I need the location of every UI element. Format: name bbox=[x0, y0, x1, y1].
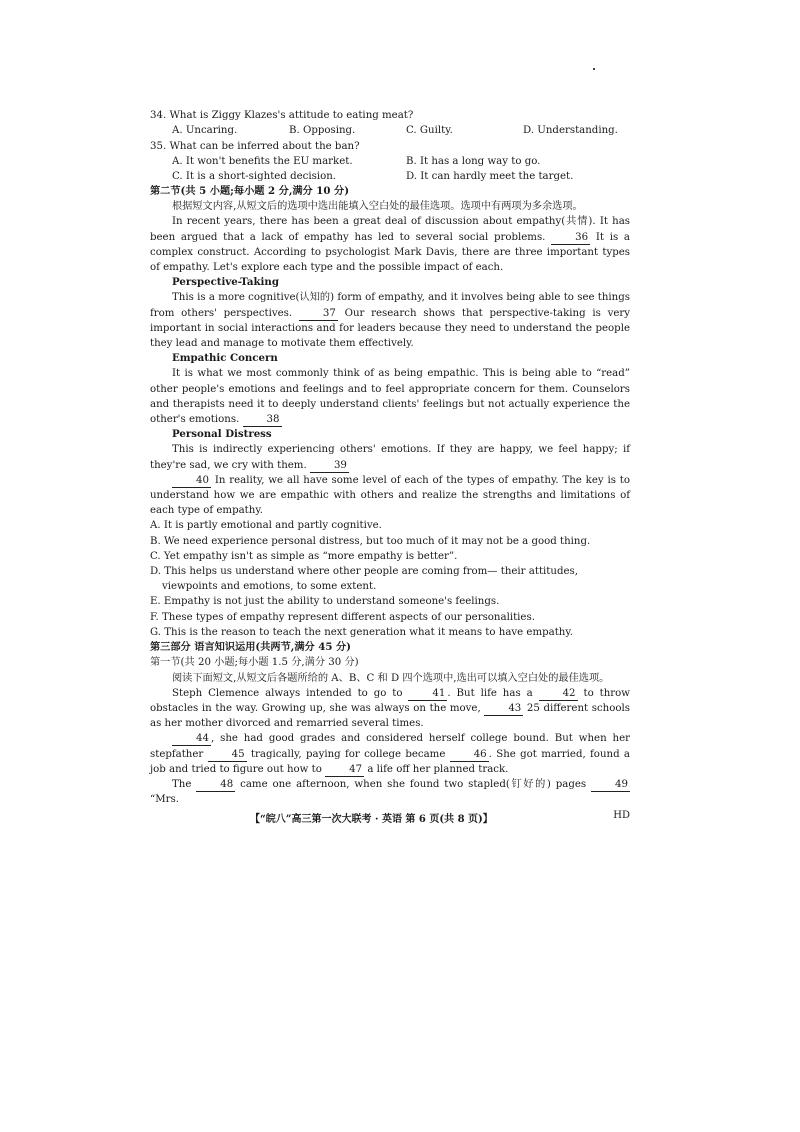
passage-paragraph-5 bbox=[150, 473, 630, 519]
text: The bbox=[172, 778, 192, 790]
text: “Mrs. bbox=[150, 794, 179, 806]
subheading-perspective-taking: Perspective-Taking bbox=[172, 276, 279, 289]
option-row bbox=[150, 123, 630, 138]
option-a[interactable]: A. Uncaring. bbox=[172, 125, 238, 137]
question-stem: 34. What is Ziggy Klazes's attitude to eating meat? bbox=[150, 110, 414, 121]
text: It is a complex construct. According to psychologist Mark Davis, there are three important types of empathy. Let's explore each type and the possible impact of each. bbox=[150, 231, 630, 274]
cloze-paragraph-1 bbox=[150, 686, 630, 732]
choice-f[interactable]: F. These types of empathy represent different aspects of our personalities. bbox=[150, 611, 535, 623]
option-row bbox=[150, 169, 630, 184]
blank-42[interactable]: 42 bbox=[539, 688, 578, 701]
question-35 bbox=[150, 139, 630, 185]
text: This is a more cognitive(认知的) form of empathy, and it involves being able to see things from others' perspectives. bbox=[150, 292, 630, 319]
section-heading: 第二节(共 5 小题;每小题 2 分,满分 10 分) bbox=[150, 185, 350, 197]
option-d[interactable]: D. Understanding. bbox=[523, 125, 618, 137]
text: came one afternoon, when she found two stapled(钉好的) pages bbox=[240, 778, 587, 790]
option-b[interactable]: B. It has a long way to go. bbox=[406, 156, 541, 168]
blank-43[interactable]: 43 bbox=[484, 703, 523, 716]
blank-40[interactable]: 40 bbox=[172, 475, 211, 488]
section-instruction: 根据短文内容,从短文后的选项中选出能填入空白处的最佳选项。选项中有两项为多余选项。 bbox=[172, 201, 583, 213]
choice-e[interactable]: E. Empathy is not just the ability to understand someone's feelings. bbox=[150, 596, 500, 608]
text: It is what we most commonly think of as being empathic. This is being able to “read” other people's emotions and feelings and to feel appropriate concern for them. Counselors and therapists need it to deeply understand clients' feelings but not actually experience the other's emotions. bbox=[150, 368, 630, 426]
blank-41[interactable]: 41 bbox=[408, 688, 447, 701]
option-a[interactable]: A. It won't benefits the EU market. bbox=[172, 156, 353, 168]
blank-36[interactable]: 36 bbox=[551, 232, 590, 245]
choice-g[interactable]: G. This is the reason to teach the next generation what it means to have empathy. bbox=[150, 626, 574, 638]
choice-d[interactable]: D. This helps us understand where other people are coming from— their attitudes, viewpoints and emotions, to some extent. bbox=[150, 566, 578, 593]
choice-a[interactable]: A. It is partly emotional and partly cognitive. bbox=[150, 520, 382, 532]
part-3-section-1: 第一节(共 20 小题;每小题 1.5 分,满分 30 分) bbox=[150, 657, 359, 669]
blank-47[interactable]: 47 bbox=[325, 764, 364, 777]
text: a life off her planned track. bbox=[367, 763, 509, 775]
blank-44[interactable]: 44 bbox=[172, 733, 211, 746]
text: . But life has a bbox=[447, 687, 533, 699]
passage-paragraph-1 bbox=[150, 214, 630, 275]
passage-paragraph-2 bbox=[150, 290, 630, 351]
choice-c[interactable]: C. Yet empathy isn't as simple as “more empathy is better”. bbox=[150, 550, 458, 562]
text: In recent years, there has been a great deal of discussion about empathy(共情). It has been argued that a lack of empathy has led to several social problems. bbox=[150, 216, 630, 243]
option-c[interactable]: C. Guilty. bbox=[406, 125, 453, 137]
question-stem: 35. What can be inferred about the ban? bbox=[150, 141, 360, 152]
text: Steph Clemence always intended to go to bbox=[172, 687, 403, 699]
reading-section-2 bbox=[150, 184, 630, 807]
footer-title: 【“皖八”高三第一次大联考 · 英语 第 6 页(共 8 页)】 bbox=[250, 814, 493, 825]
part-3-heading: 第三部分 语言知识运用(共两节,满分 45 分) bbox=[150, 641, 352, 654]
text: This is indirectly experiencing others' emotions. If they are happy, we feel happy; if they're sad, we cry with them. bbox=[150, 444, 630, 471]
cloze-paragraph-2 bbox=[150, 731, 630, 777]
blank-37[interactable]: 37 bbox=[299, 308, 338, 321]
subheading-empathic-concern: Empathic Concern bbox=[172, 352, 278, 365]
blank-45[interactable]: 45 bbox=[208, 749, 247, 762]
text: , she had good grades and considered herself college bound. But when her stepfather bbox=[150, 733, 630, 760]
text: In reality, we all have some level of each of the types of empathy. The key is to understand how we are empathic with others and realize the strengths and limitations of each type of empathy. bbox=[150, 474, 630, 517]
passage-paragraph-4 bbox=[150, 442, 630, 472]
blank-48[interactable]: 48 bbox=[196, 779, 235, 792]
text: to throw obstacles in the way. Growing up, she was always on the move, bbox=[150, 687, 630, 714]
choice-b[interactable]: B. We need experience personal distress, but too much of it may not be a good thing. bbox=[150, 535, 591, 547]
blank-49[interactable]: 49 bbox=[591, 779, 630, 792]
text: 25 different schools as her mother divorced and remarried several times. bbox=[150, 702, 630, 730]
blank-46[interactable]: 46 bbox=[450, 749, 489, 762]
passage-paragraph-3 bbox=[150, 366, 630, 427]
text: tragically, paying for college became bbox=[250, 748, 446, 760]
speck bbox=[593, 68, 595, 70]
footer-code: HD bbox=[613, 810, 630, 821]
blank-38[interactable]: 38 bbox=[243, 414, 282, 427]
option-c[interactable]: C. It is a short-sighted decision. bbox=[172, 171, 337, 183]
subheading-personal-distress: Personal Distress bbox=[172, 428, 272, 441]
cloze-paragraph-3 bbox=[150, 777, 630, 807]
text: Our research shows that perspective-taking is very important in social interactions and for leaders because they need to understand the people they lead and manage to motivate them effectively. bbox=[150, 307, 630, 350]
option-b[interactable]: B. Opposing. bbox=[289, 125, 356, 137]
option-d[interactable]: D. It can hardly meet the target. bbox=[406, 171, 574, 183]
blank-39[interactable]: 39 bbox=[310, 460, 349, 473]
question-34 bbox=[150, 108, 630, 138]
option-row bbox=[150, 154, 630, 169]
text: . She got married, found a job and tried to figure out how to bbox=[150, 748, 630, 775]
part-3-instruction: 阅读下面短文,从短文后各题所给的 A、B、C 和 D 四个选项中,选出可以填入空白处的最佳选项。 bbox=[172, 672, 610, 684]
